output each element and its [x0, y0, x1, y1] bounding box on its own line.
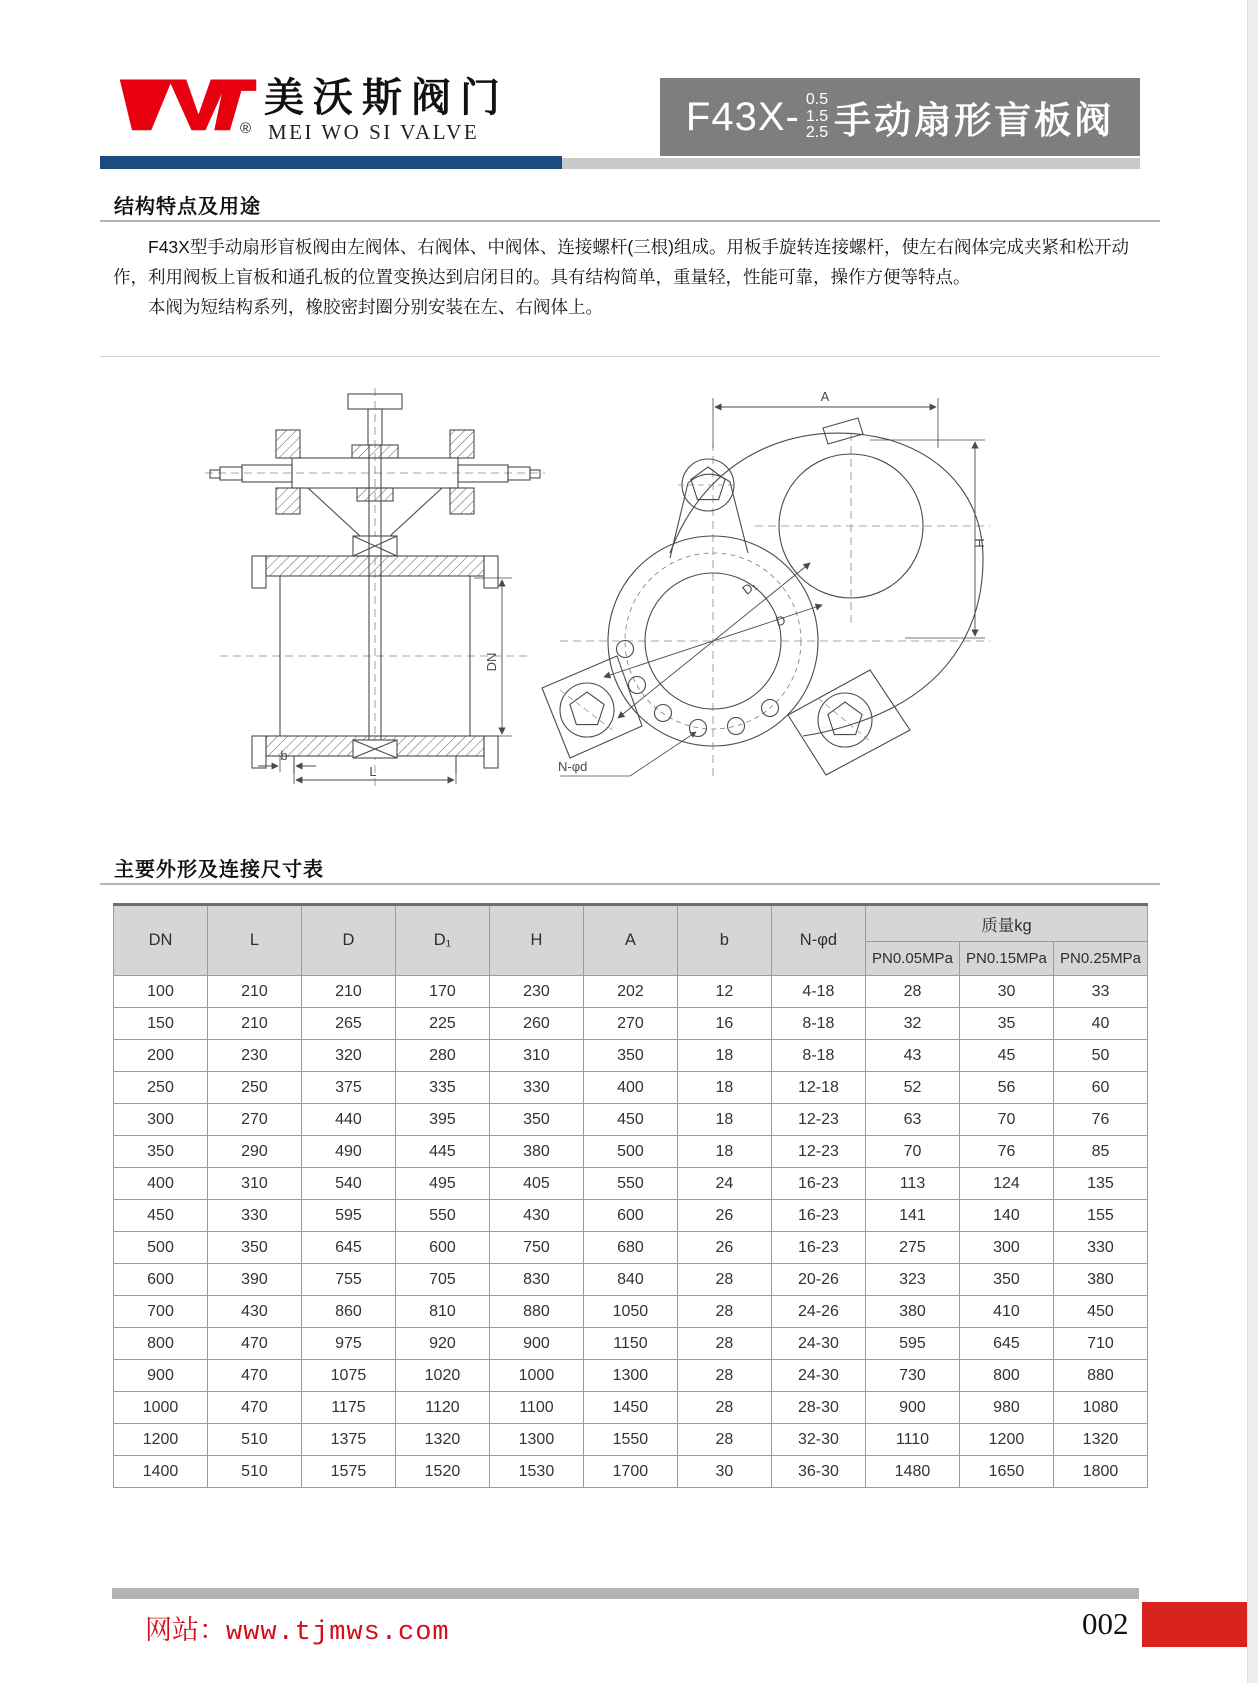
table-cell: 210 [207, 1008, 301, 1040]
table-cell: 470 [207, 1360, 301, 1392]
table-cell: 980 [959, 1392, 1053, 1424]
table-cell: 390 [207, 1264, 301, 1296]
table-row [114, 1200, 1148, 1232]
table-cell: 920 [395, 1328, 489, 1360]
footer-gray-bar [112, 1588, 1139, 1599]
table-cell: 140 [959, 1200, 1053, 1232]
table-cell: 60 [1053, 1072, 1147, 1104]
table-body [114, 976, 1148, 1488]
table-cell: 1450 [583, 1392, 677, 1424]
table-cell: 840 [583, 1264, 677, 1296]
website-line [145, 1608, 450, 1648]
table-cell: 28 [677, 1424, 771, 1456]
table-cell: 330 [1053, 1232, 1147, 1264]
table-cell: 595 [865, 1328, 959, 1360]
table-row [114, 976, 1148, 1008]
table-cell: 595 [301, 1200, 395, 1232]
brand-name-cn: 美沃斯阀门 [264, 76, 509, 120]
table-row [114, 1456, 1148, 1488]
table-cell: 445 [395, 1136, 489, 1168]
table-cell: 16-23 [771, 1168, 865, 1200]
table-cell: 1050 [583, 1296, 677, 1328]
dim-label-d1: D₁ [739, 577, 760, 598]
table-cell: 380 [489, 1136, 583, 1168]
table-cell: 63 [865, 1104, 959, 1136]
table-cell: 1175 [301, 1392, 395, 1424]
table-cell: 260 [489, 1008, 583, 1040]
table-cell: 16-23 [771, 1232, 865, 1264]
website-url[interactable]: www.tjmws.com [226, 1618, 450, 1648]
table-cell: 1650 [959, 1456, 1053, 1488]
table-cell: 410 [959, 1296, 1053, 1328]
table-cell: 16-23 [771, 1200, 865, 1232]
table-cell: 1110 [865, 1424, 959, 1456]
table-row [114, 1424, 1148, 1456]
table-cell: 250 [114, 1072, 208, 1104]
table-cell: 430 [489, 1200, 583, 1232]
col-group-weight: 质量kg [865, 905, 1147, 942]
features-paragraph-2: 本阀为短结构系列，橡胶密封圈分别安装在左、右阀体上。 [148, 297, 603, 318]
col-header-a: A [583, 905, 677, 976]
table-cell: 28 [677, 1328, 771, 1360]
table-cell: 330 [207, 1200, 301, 1232]
corner-red-block [1142, 1602, 1258, 1647]
table-cell: 1300 [583, 1360, 677, 1392]
table-row [114, 1136, 1148, 1168]
table-row [114, 1232, 1148, 1264]
table-cell: 124 [959, 1168, 1053, 1200]
table-cell: 450 [114, 1200, 208, 1232]
table-cell: 880 [1053, 1360, 1147, 1392]
table-cell: 470 [207, 1392, 301, 1424]
dim-label-b: b [280, 748, 288, 763]
dim-label-dn: DN [484, 652, 499, 672]
table-cell: 450 [1053, 1296, 1147, 1328]
table-cell: 1700 [583, 1456, 677, 1488]
table-cell: 900 [114, 1360, 208, 1392]
table-cell: 1320 [1053, 1424, 1147, 1456]
table-cell: 230 [489, 976, 583, 1008]
table-cell: 1075 [301, 1360, 395, 1392]
table-cell: 800 [959, 1360, 1053, 1392]
col-header-n-phid: N-φd [771, 905, 865, 976]
table-cell: 1575 [301, 1456, 395, 1488]
dim-label-l: L [369, 764, 377, 779]
table-cell: 350 [583, 1040, 677, 1072]
table-cell: 1320 [395, 1424, 489, 1456]
table-cell: 300 [959, 1232, 1053, 1264]
page-right-edge [1247, 0, 1258, 1683]
brand-name-en: MEI WO SI VALVE [268, 120, 480, 144]
pressure-ratings [806, 92, 828, 142]
table-cell: 540 [301, 1168, 395, 1200]
table-cell: 1200 [959, 1424, 1053, 1456]
table-row [114, 1360, 1148, 1392]
table-cell: 20-26 [771, 1264, 865, 1296]
table-cell: 600 [395, 1232, 489, 1264]
table-cell: 24-26 [771, 1296, 865, 1328]
table-cell: 680 [583, 1232, 677, 1264]
company-logo [112, 58, 532, 158]
table-cell: 1800 [1053, 1456, 1147, 1488]
table-cell: 170 [395, 976, 489, 1008]
col-header-d: D [301, 905, 395, 976]
table-cell: 550 [395, 1200, 489, 1232]
table-cell: 470 [207, 1328, 301, 1360]
table-cell: 1300 [489, 1424, 583, 1456]
table-cell: 900 [865, 1392, 959, 1424]
table-cell: 300 [114, 1104, 208, 1136]
dim-label-n-phid: N-φd [558, 759, 588, 774]
table-cell: 400 [114, 1168, 208, 1200]
table-cell: 495 [395, 1168, 489, 1200]
table-cell: 350 [489, 1104, 583, 1136]
table-cell: 1100 [489, 1392, 583, 1424]
table-cell: 40 [1053, 1008, 1147, 1040]
table-cell: 225 [395, 1008, 489, 1040]
table-cell: 36-30 [771, 1456, 865, 1488]
product-title-banner [660, 78, 1140, 156]
table-cell: 8-18 [771, 1040, 865, 1072]
table-cell: 380 [1053, 1264, 1147, 1296]
col-header-pn005: PN0.05MPa [865, 942, 959, 976]
pressure-rating: 1.5 [805, 107, 829, 125]
table-cell: 16 [677, 1008, 771, 1040]
table-cell: 141 [865, 1200, 959, 1232]
table-cell: 24-30 [771, 1360, 865, 1392]
table-cell: 430 [207, 1296, 301, 1328]
table-cell: 4-18 [771, 976, 865, 1008]
table-cell: 1480 [865, 1456, 959, 1488]
table-row [114, 1392, 1148, 1424]
table-cell: 1080 [1053, 1392, 1147, 1424]
table-cell: 320 [301, 1040, 395, 1072]
table-cell: 500 [583, 1136, 677, 1168]
table-cell: 230 [207, 1040, 301, 1072]
table-cell: 750 [489, 1232, 583, 1264]
table-cell: 440 [301, 1104, 395, 1136]
col-header-pn015: PN0.15MPa [959, 942, 1053, 976]
table-cell: 33 [1053, 976, 1147, 1008]
dim-label-d: D [773, 612, 788, 630]
table-cell: 28 [677, 1360, 771, 1392]
table-cell: 700 [114, 1296, 208, 1328]
features-rule [100, 220, 1160, 222]
table-cell: 12-18 [771, 1072, 865, 1104]
table-cell: 32 [865, 1008, 959, 1040]
table-cell: 710 [1053, 1328, 1147, 1360]
dims-rule [100, 883, 1160, 885]
table-cell: 70 [865, 1136, 959, 1168]
table-cell: 1120 [395, 1392, 489, 1424]
table-cell: 600 [114, 1264, 208, 1296]
table-row [114, 1328, 1148, 1360]
dims-heading: 主要外形及连接尺寸表 [114, 859, 324, 881]
table-cell: 375 [301, 1072, 395, 1104]
table-cell: 28 [677, 1392, 771, 1424]
plan-view-drawing [520, 388, 1000, 783]
table-cell: 510 [207, 1456, 301, 1488]
table-cell: 330 [489, 1072, 583, 1104]
table-cell: 600 [583, 1200, 677, 1232]
table-cell: 150 [114, 1008, 208, 1040]
logo-w-icon [118, 68, 258, 140]
table-cell: 1400 [114, 1456, 208, 1488]
table-cell: 18 [677, 1040, 771, 1072]
table-cell: 30 [959, 976, 1053, 1008]
drawing-divider [100, 356, 1160, 357]
dimensions-table [113, 903, 1148, 1488]
col-header-dn: DN [114, 905, 208, 976]
table-row [114, 1296, 1148, 1328]
table-cell: 350 [114, 1136, 208, 1168]
header-gray-bar [562, 158, 1140, 169]
table-cell: 490 [301, 1136, 395, 1168]
table-cell: 12-23 [771, 1136, 865, 1168]
table-cell: 1550 [583, 1424, 677, 1456]
table-cell: 830 [489, 1264, 583, 1296]
table-cell: 550 [583, 1168, 677, 1200]
table-cell: 270 [583, 1008, 677, 1040]
registered-mark: ® [240, 120, 252, 137]
table-cell: 1530 [489, 1456, 583, 1488]
table-cell: 705 [395, 1264, 489, 1296]
table-cell: 290 [207, 1136, 301, 1168]
col-header-l: L [207, 905, 301, 976]
table-cell: 1375 [301, 1424, 395, 1456]
table-cell: 810 [395, 1296, 489, 1328]
table-cell: 43 [865, 1040, 959, 1072]
model-code: F43X- [685, 94, 800, 139]
table-cell: 8-18 [771, 1008, 865, 1040]
table-cell: 26 [677, 1200, 771, 1232]
table-cell: 645 [959, 1328, 1053, 1360]
table-cell: 1000 [489, 1360, 583, 1392]
table-cell: 18 [677, 1072, 771, 1104]
table-cell: 380 [865, 1296, 959, 1328]
table-cell: 335 [395, 1072, 489, 1104]
table-cell: 52 [865, 1072, 959, 1104]
table-cell: 28 [677, 1296, 771, 1328]
features-heading: 结构特点及用途 [114, 196, 261, 218]
table-cell: 135 [1053, 1168, 1147, 1200]
table-cell: 30 [677, 1456, 771, 1488]
table-cell: 350 [207, 1232, 301, 1264]
table-cell: 270 [207, 1104, 301, 1136]
table-cell: 28-30 [771, 1392, 865, 1424]
table-cell: 210 [301, 976, 395, 1008]
col-header-pn025: PN0.25MPa [1053, 942, 1147, 976]
table-cell: 155 [1053, 1200, 1147, 1232]
table-cell: 45 [959, 1040, 1053, 1072]
features-paragraph-1: F43X型手动扇形盲板阀由左阀体、右阀体、中阀体、连接螺杆(三根)组成。用板手旋转连接螺杆，使左右阀体完成夹紧和松开动作，利用阀板上盲板和通孔板的位置变换达到启闭目的。具有结构简单，重量轻，性能可靠，操作方便等特点。 [113, 237, 1129, 288]
section-view-drawing [190, 388, 560, 788]
table-cell: 113 [865, 1168, 959, 1200]
table-cell: 275 [865, 1232, 959, 1264]
table-cell: 280 [395, 1040, 489, 1072]
table-cell: 76 [1053, 1104, 1147, 1136]
header-blue-bar [100, 156, 562, 169]
product-name-cn: 手动扇形盲板阀 [834, 100, 1115, 141]
table-cell: 1150 [583, 1328, 677, 1360]
table-cell: 28 [865, 976, 959, 1008]
pressure-rating: 2.5 [805, 124, 829, 142]
table-cell: 755 [301, 1264, 395, 1296]
table-cell: 510 [207, 1424, 301, 1456]
table-cell: 310 [489, 1040, 583, 1072]
table-cell: 32-30 [771, 1424, 865, 1456]
table-cell: 975 [301, 1328, 395, 1360]
table-cell: 24 [677, 1168, 771, 1200]
table-cell: 500 [114, 1232, 208, 1264]
table-cell: 1520 [395, 1456, 489, 1488]
table-cell: 56 [959, 1072, 1053, 1104]
table-header [114, 905, 1148, 976]
website-label: 网站： [145, 1615, 226, 1645]
table-cell: 76 [959, 1136, 1053, 1168]
table-cell: 100 [114, 976, 208, 1008]
table-cell: 450 [583, 1104, 677, 1136]
table-cell: 800 [114, 1328, 208, 1360]
table-cell: 880 [489, 1296, 583, 1328]
table-cell: 265 [301, 1008, 395, 1040]
table-cell: 1020 [395, 1360, 489, 1392]
table-cell: 18 [677, 1104, 771, 1136]
table-cell: 85 [1053, 1136, 1147, 1168]
table-row [114, 1264, 1148, 1296]
col-header-h: H [489, 905, 583, 976]
table-cell: 28 [677, 1264, 771, 1296]
page-number: 002 [1082, 1606, 1129, 1641]
table-cell: 12-23 [771, 1104, 865, 1136]
table-cell: 395 [395, 1104, 489, 1136]
table-cell: 310 [207, 1168, 301, 1200]
table-row [114, 1168, 1148, 1200]
table-row [114, 1040, 1148, 1072]
table-cell: 1200 [114, 1424, 208, 1456]
col-header-d1: D₁ [395, 905, 489, 976]
table-cell: 730 [865, 1360, 959, 1392]
table-cell: 210 [207, 976, 301, 1008]
table-row [114, 1008, 1148, 1040]
table-cell: 400 [583, 1072, 677, 1104]
features-text [113, 232, 1153, 322]
table-cell: 12 [677, 976, 771, 1008]
table-cell: 860 [301, 1296, 395, 1328]
dim-label-h: H [972, 538, 987, 548]
table-cell: 405 [489, 1168, 583, 1200]
table-cell: 645 [301, 1232, 395, 1264]
table-cell: 250 [207, 1072, 301, 1104]
table-cell: 26 [677, 1232, 771, 1264]
table-cell: 350 [959, 1264, 1053, 1296]
table-cell: 50 [1053, 1040, 1147, 1072]
table-cell: 70 [959, 1104, 1053, 1136]
table-cell: 200 [114, 1040, 208, 1072]
col-header-b: b [677, 905, 771, 976]
table-row [114, 1104, 1148, 1136]
pressure-rating: 0.5 [805, 90, 829, 108]
table-row [114, 1072, 1148, 1104]
table-cell: 900 [489, 1328, 583, 1360]
dim-label-a: A [820, 389, 830, 404]
table-cell: 35 [959, 1008, 1053, 1040]
table-cell: 24-30 [771, 1328, 865, 1360]
table-cell: 202 [583, 976, 677, 1008]
table-cell: 18 [677, 1136, 771, 1168]
table-cell: 1000 [114, 1392, 208, 1424]
table-cell: 323 [865, 1264, 959, 1296]
